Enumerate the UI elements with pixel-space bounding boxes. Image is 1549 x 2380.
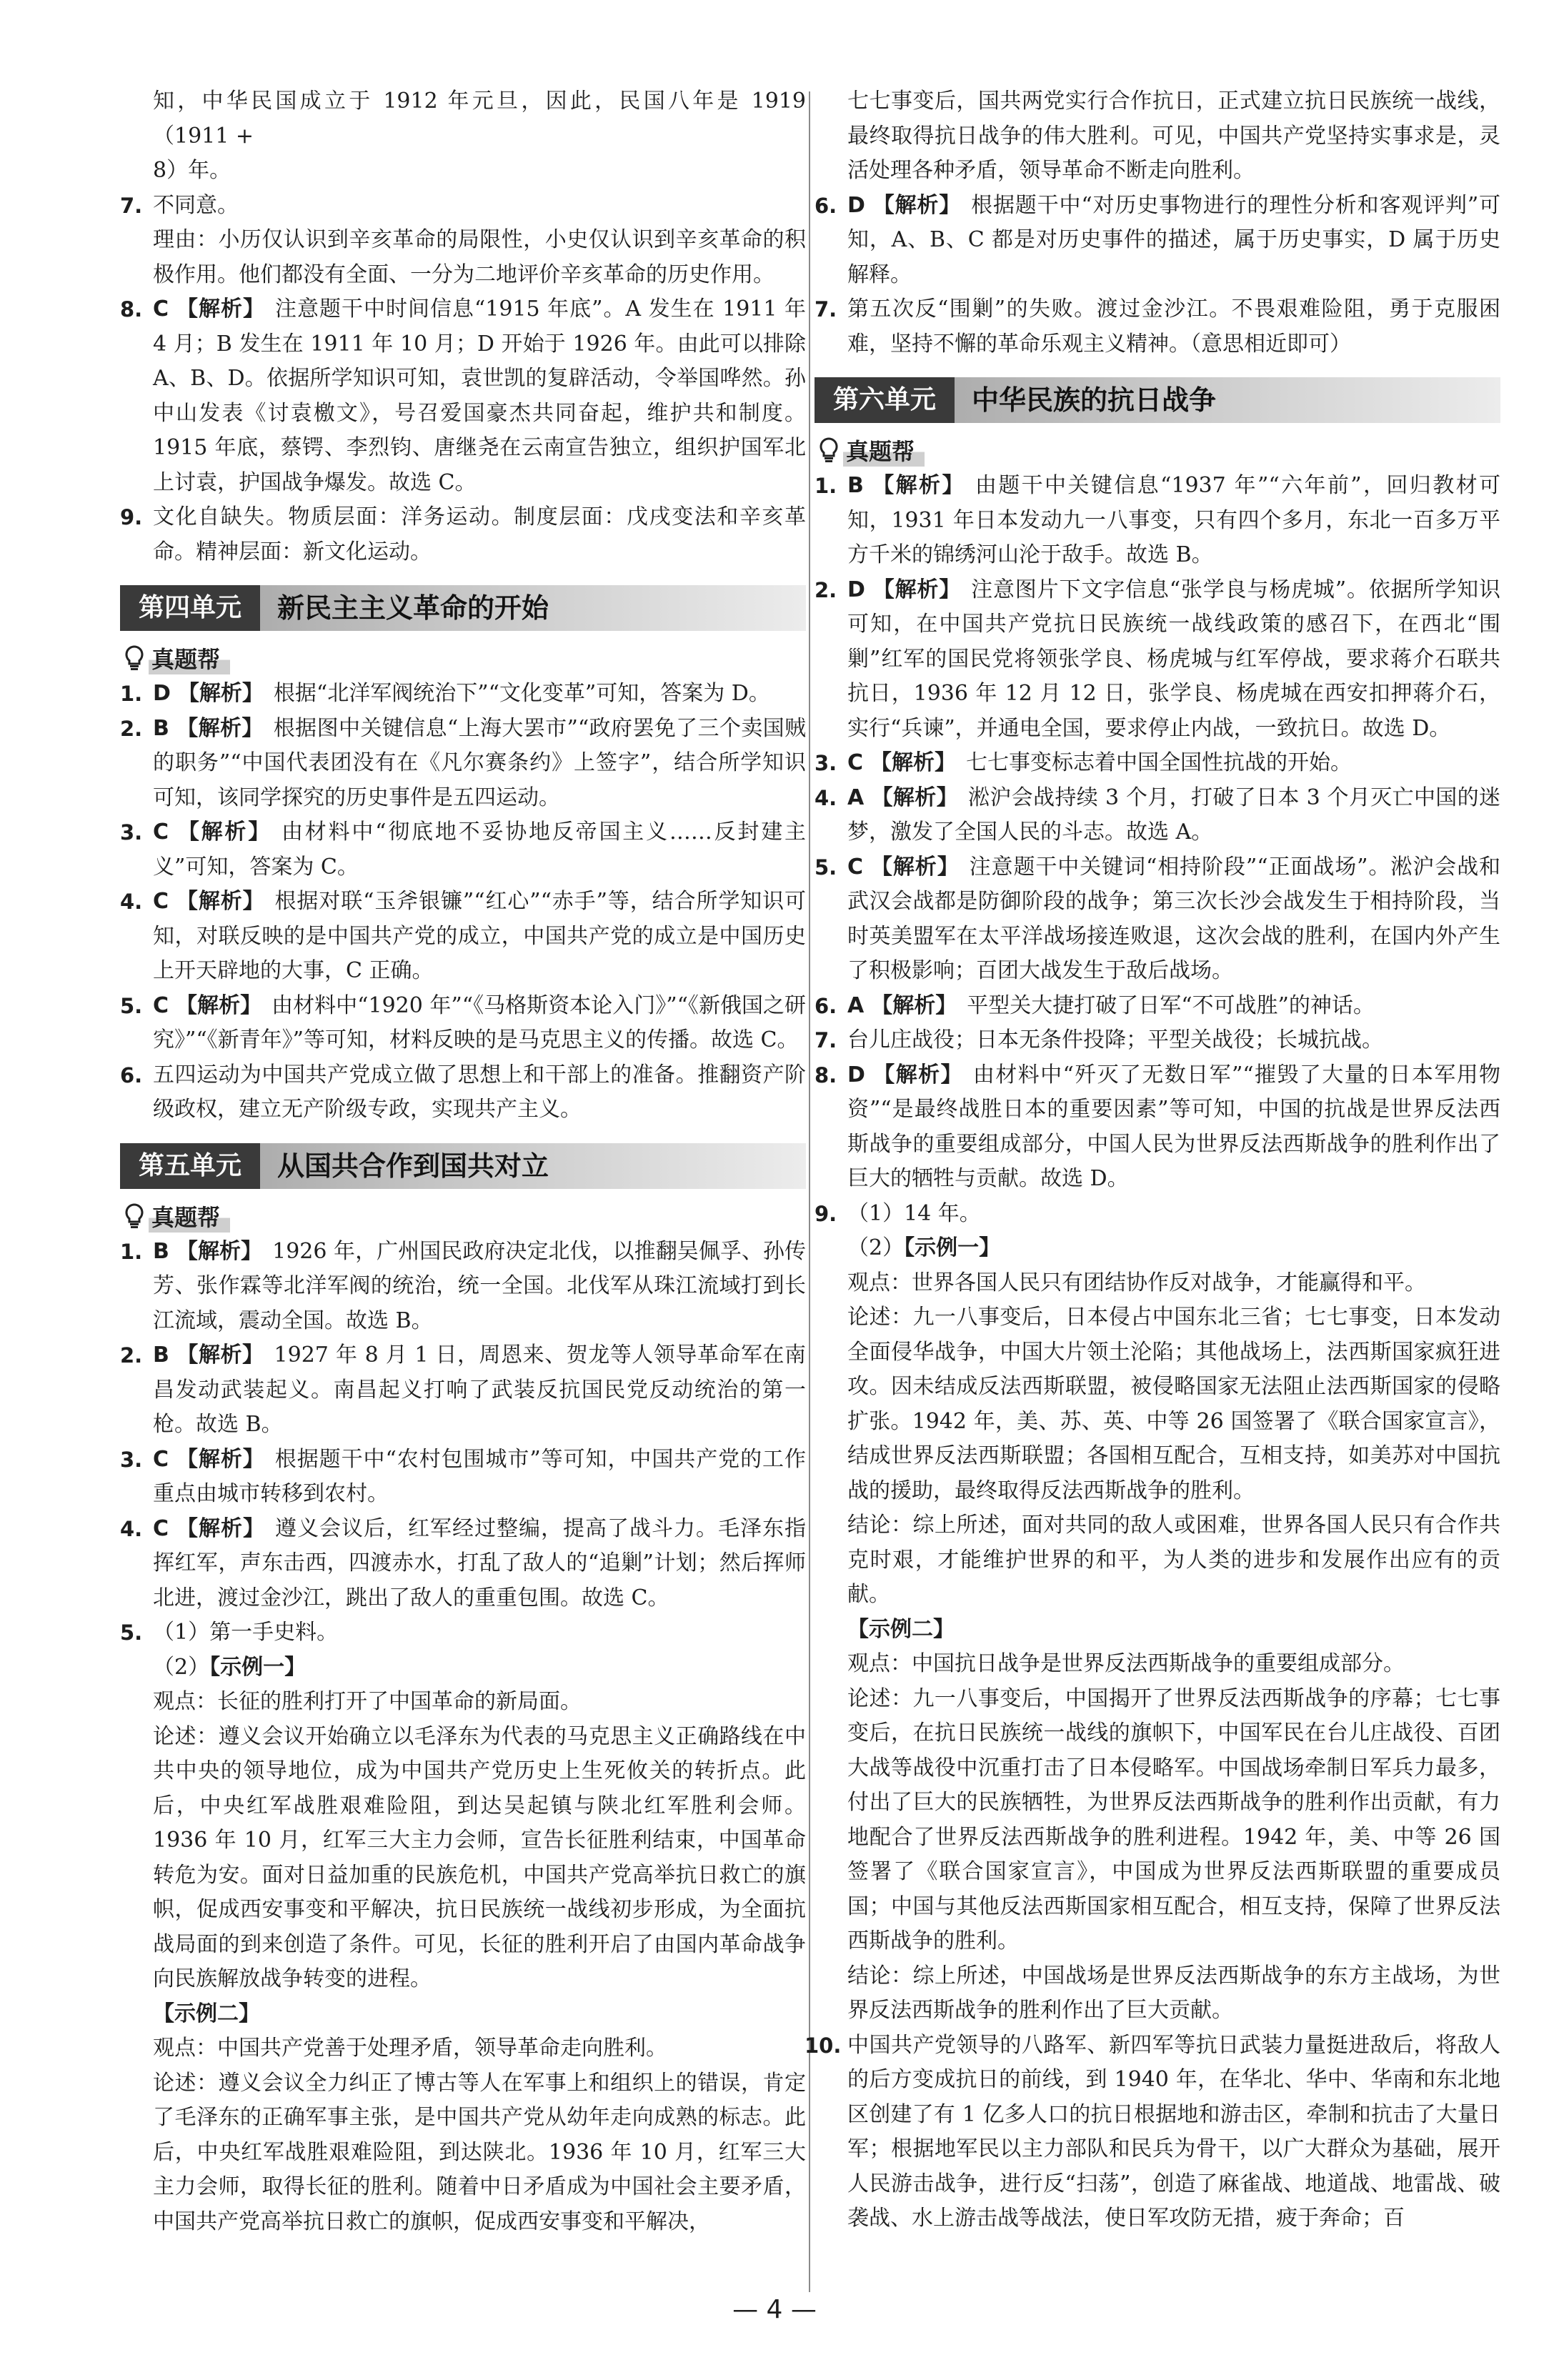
item-text: 根据图中关键信息“上海大罢市”“政府罢免了三个卖国贼的职务”“中国代表团没有在《凡尔赛条约》上签字”，结合所学知识可知，该同学探究的历史事件是五四运动。 xyxy=(153,715,807,810)
analysis-tag: 【解析】 xyxy=(872,1062,963,1087)
item-text: 台儿庄战役；日本无条件投降；平型关战役；长城抗战。 xyxy=(847,1027,1383,1052)
unit-tag: 第六单元 xyxy=(815,377,955,423)
answer-item xyxy=(815,1023,1500,1058)
item-text: 文化自缺失。物质层面：洋务运动。制度层面：戊戌变法和辛亥革命。精神层面：新文化运动。 xyxy=(153,504,806,564)
answer-letter: D xyxy=(847,577,865,602)
item-text: 注意图片下文字信息“张学良与杨虎城”。依据所学知识可知，在中国共产党抗日民族统一战线政策的感召下，在西北“围剿”红军的国民党将领张学良、杨虎城与红军停战，要求蒋介石联共抗日，1936 年 12 月 12 日，张学良、杨虎城在西安扣押蒋介石，实行“兵谏”，并通电全国，要求停止内战，一致抗日。故选 D。 xyxy=(847,577,1500,741)
answer-item xyxy=(120,815,806,885)
analysis-tag: 【解析】 xyxy=(870,473,965,498)
unit-header-6 xyxy=(815,377,1500,423)
example-label: 【示例二】 xyxy=(847,1616,955,1642)
lightbulb-icon xyxy=(815,436,843,464)
item-number: 8. xyxy=(815,1062,837,1087)
zhentibang-label: 真题帮 xyxy=(149,642,230,674)
answer-letter: C xyxy=(153,992,169,1018)
item-text: 根据对联“玉斧银镰”“红心”“赤手”等，结合所学知识可知，对联反映的是中国共产党的成立，中国共产党的成立是中国历史上开天辟地的大事，C 正确。 xyxy=(153,889,807,983)
answer-item-q5 xyxy=(120,1615,806,1650)
item-number: 5. xyxy=(120,1620,143,1645)
item-number: 4. xyxy=(815,785,837,810)
item-number: 8. xyxy=(120,297,143,322)
unit-tag: 第四单元 xyxy=(120,585,260,631)
answer-item-q6 xyxy=(815,189,1500,293)
answer-letter: C xyxy=(153,297,169,322)
item-number: 1. xyxy=(120,1239,143,1264)
answer-letter: B xyxy=(153,1238,169,1264)
analysis-tag: 【解析】 xyxy=(176,1515,266,1541)
item-number: 9. xyxy=(815,1201,837,1226)
analysis-tag: 【解析】 xyxy=(176,715,264,741)
answer-item xyxy=(815,469,1500,573)
viewpoint: 观点：中国抗日战争是世界反法西斯战争的重要组成部分。 xyxy=(847,1651,1405,1676)
item-number: 7. xyxy=(815,297,837,322)
item-text: 由材料中“彻底地不妥协地反帝国主义……反封建主义”可知，答案为 C。 xyxy=(153,820,806,880)
page-number: — 4 — xyxy=(732,2295,817,2324)
answer-item xyxy=(120,1338,806,1443)
zhentibang-header xyxy=(120,642,806,674)
argument: 论述：九一八事变后，日本侵占中国东北三省；七七事变，日本发动全面侵华战争，中国大片领土沦陷；其他战场上，法西斯国家疯狂进攻。因未结成反法西斯联盟，被侵略国家无法阻止法西斯国家的侵略扩张。1942 年，美、苏、英、中等 26 国签署了《联合国家宣言》，结成世界反法西斯联盟；各国相互配合，互相支持，如美苏对中国抗战的援助，最终取得反法西斯战争的胜利。 xyxy=(847,1305,1500,1503)
item-text: （1）14 年。 xyxy=(847,1200,981,1226)
right-column xyxy=(805,84,1501,2236)
analysis-tag: 【解析】 xyxy=(177,681,264,706)
analysis-tag: 【解析】 xyxy=(176,1343,264,1368)
answer-item xyxy=(120,1512,806,1616)
analysis-tag: 【解析】 xyxy=(176,1446,265,1472)
item-number: 9. xyxy=(120,505,143,529)
item-number: 6. xyxy=(815,993,837,1018)
unit-header-5 xyxy=(120,1143,806,1189)
item-text: 1926 年，广州国民政府决定北伐，以推翻吴佩孚、孙传芳、张作霖等北洋军阀的统治，统一全国。北伐军从珠江流域打到长江流域，震动全国。故选 B。 xyxy=(153,1238,806,1333)
answer-letter: B xyxy=(153,715,169,741)
analysis-tag: 【解析】 xyxy=(870,854,960,880)
answer-letter: C xyxy=(847,750,864,775)
item-text: （1）第一手史料。 xyxy=(153,1620,339,1645)
zhentibang-header xyxy=(815,434,1500,466)
analysis-tag: 【解析】 xyxy=(872,192,962,218)
sub-part: （2）【示例一】 xyxy=(847,1235,1001,1260)
item-reason: 理由：小历仅认识到辛亥革命的局限性，小史仅认识到辛亥革命的积极作用。他们都没有全面、一分为二地评价辛亥革命的历史作用。 xyxy=(153,227,806,287)
intro-paragraph: 七七事变后，国共两党实行合作抗日，正式建立抗日民族统一战线，最终取得抗日战争的伟大胜利。可见，中国共产党坚持实事求是，灵活处理各种矛盾，领导革命不断走向胜利。 xyxy=(847,89,1500,183)
answer-item-q8 xyxy=(120,292,806,500)
item-number: 10. xyxy=(805,2033,842,2058)
item-text: 不同意。 xyxy=(153,192,239,218)
answer-item-q10 xyxy=(805,2028,1500,2236)
item-text: 根据题干中“对历史事物进行的理性分析和客观评判”可知，A、B、C 都是对历史事件的描述，属于历史事实，D 属于历史解释。 xyxy=(847,192,1500,287)
answer-letter: C xyxy=(153,889,169,914)
answer-letter: D xyxy=(847,192,865,218)
answer-item xyxy=(120,1443,806,1512)
example-label: 【示例一】 xyxy=(904,1235,1001,1260)
item-number: 1. xyxy=(815,474,837,498)
analysis-tag: 【解析】 xyxy=(176,820,272,845)
viewpoint: 观点：长征的胜利打开了中国革命的新局面。 xyxy=(153,1689,582,1714)
answer-letter: C xyxy=(153,1446,169,1472)
left-column xyxy=(120,84,806,2239)
item-number: 5. xyxy=(120,993,143,1018)
conclusion: 结论：综上所述，面对共同的敌人或困难，世界各国人民只有合作共克时艰，才能维护世界的和平，为人类的进步和发展作出应有的贡献。 xyxy=(847,1513,1500,1607)
answer-letter: C xyxy=(153,1515,169,1541)
analysis-tag: 【解析】 xyxy=(870,750,957,775)
item-text: 由题干中关键信息“1937 年”“六年前”，回归教材可知，1931 年日本发动九一八事变，只有四个多月，东北一百多万平方千米的锦绣河山沦于敌手。故选 B。 xyxy=(847,473,1501,567)
answer-item xyxy=(815,573,1500,747)
answer-item xyxy=(120,1058,806,1127)
lightbulb-icon xyxy=(120,644,149,672)
example-label: 【示例二】 xyxy=(153,2001,260,2026)
unit-header-4 xyxy=(120,585,806,631)
answer-letter: A xyxy=(847,992,865,1018)
column-divider xyxy=(809,91,810,2292)
item-text: 淞沪会战持续 3 个月，打破了日本 3 个月灭亡中国的迷梦，激发了全国人民的斗志。故选 A。 xyxy=(847,785,1500,845)
zhentibang-label: 真题帮 xyxy=(843,434,925,467)
answer-letter: B xyxy=(153,1343,169,1368)
answer-item-q7 xyxy=(120,189,806,224)
item-number: 7. xyxy=(120,193,143,218)
item-text: 由材料中“1920 年”“《马格斯资本论入门》”“《新俄国之研究》”“《新青年》”等可知，材料反映的是马克思主义的传播。故选 C。 xyxy=(153,992,806,1052)
item-text: 注意题干中时间信息“1915 年底”。A 发生在 1911 年 4 月；B 发生在 1911 年 10 月；D 开始于 1926 年。由此可以排除 A、B、D。依据所学知识可知，袁世凯的复辟活动，令举国哗然。孙中山发表《讨袁檄文》，号召爱国豪杰共同奋起，维护共和制度。1915 年底，蔡锷、李烈钧、唐继尧在云南宣告独立，组织护国军北上讨袁，护国战争爆发。故选 C。 xyxy=(153,297,807,495)
item-text: 注意题干中关键词“相持阶段”“正面战场”。淞沪会战和武汉会战都是防御阶段的战争；第三次长沙会战发生于相持阶段，当时英美盟军在太平洋战场接连败退，这次会战的胜利，在国内外产生了积极影响；百团大战发生于敌后战场。 xyxy=(847,854,1500,983)
item-text: 根据“北洋军阀统治下”“文化变革”可知，答案为 D。 xyxy=(273,681,770,706)
viewpoint: 观点：世界各国人民只有团结协作反对战争，才能赢得和平。 xyxy=(847,1270,1426,1295)
analysis-tag: 【解析】 xyxy=(176,1238,263,1264)
unit-title: 从国共合作到国共对立 xyxy=(277,1150,549,1182)
item-text: 中国共产党领导的八路军、新四军等抗日武装力量挺进敌后，将敌人的后方变成抗日的前线，到 1940 年，在华北、华中、华南和东北地区创建了有 1 亿多人口的抗日根据地和游击区，牵制和抗击了大量日军；根据地军民以主力部队和民兵为骨干，以广大群众为基础，展开人民游击战争，进行反“扫荡”，创造了麻雀战、地道战、地雷战、破袭战、水上游击战等战法，使日军攻防无措，疲于奔命；百 xyxy=(847,2032,1500,2231)
intro-line: 知，中华民国成立于 1912 年元旦，因此，民国八年是 1919（1911 + xyxy=(153,89,806,149)
item-number: 7. xyxy=(815,1028,837,1052)
answer-item-q9 xyxy=(815,1197,1500,1232)
argument: 论述：遵义会议开始确立以毛泽东为代表的马克思主义正确路线在中共中央的领导地位，成为中国共产党历史上生死攸关的转折点。此后，中央红军战胜艰难险阻，到达吴起镇与陕北红军胜利会师。1936 年 10 月，红军三大主力会师，宣告长征胜利结束，中国革命转危为安。面对日益加重的民族危机，中国共产党高举抗日救亡的旗帜，促成西安事变和平解决，抗日民族统一战线初步形成，为全面抗战局面的到来创造了条件。可见，长征的胜利开启了由国内革命战争向民族解放战争转变的进程。 xyxy=(153,1723,806,1991)
answer-item xyxy=(120,989,806,1058)
item-number: 6. xyxy=(120,1062,143,1087)
unit-tag: 第五单元 xyxy=(120,1143,260,1189)
argument: 论述：九一八事变后，中国揭开了世界反法西斯战争的序幕；七七事变后，在抗日民族统一战线的旗帜下，中国军民在台儿庄战役、百团大战等战役中沉重打击了日本侵略军。中国战场牵制日军兵力最多，付出了巨大的民族牺牲，为世界反法西斯战争的胜利作出贡献，有力地配合了世界反法西斯战争的胜利进程。1942 年，美、中等 26 国签署了《联合国家宣言》，中国成为世界反法西斯联盟的重要成员国；中国与其他反法西斯国家相互配合，相互支持，保障了世界反法西斯战争的胜利。 xyxy=(847,1686,1500,1953)
example-label: 【示例一】 xyxy=(209,1654,307,1680)
analysis-tag: 【解析】 xyxy=(176,889,265,914)
answer-item-q7 xyxy=(815,292,1500,362)
item-number: 2. xyxy=(120,716,143,741)
answer-letter: C xyxy=(847,854,864,880)
unit-title: 新民主主义革命的开始 xyxy=(277,592,549,624)
analysis-tag: 【解析】 xyxy=(872,577,962,602)
item-number: 1. xyxy=(120,682,143,706)
answer-item xyxy=(815,746,1500,781)
answer-item xyxy=(815,1058,1500,1197)
answer-letter: C xyxy=(153,820,169,845)
sub-part: （2）【示例一】 xyxy=(153,1654,307,1680)
item-text: 遵义会议后，红军经过整编，提高了战斗力。毛泽东指挥红军，声东击西，四渡赤水，打乱了敌人的“追剿”计划；然后挥师北进，渡过金沙江，跳出了敌人的重重包围。故选 C。 xyxy=(153,1515,807,1610)
item-number: 3. xyxy=(120,820,143,845)
item-text: 根据题干中“农村包围城市”等可知，中国共产党的工作重点由城市转移到农村。 xyxy=(153,1446,807,1506)
answer-item-q9 xyxy=(120,500,806,569)
item-text: 七七事变标志着中国全国性抗战的开始。 xyxy=(966,750,1353,775)
answer-item xyxy=(120,677,806,712)
analysis-tag: 【解析】 xyxy=(871,992,957,1018)
zhentibang-header xyxy=(120,1200,806,1232)
item-text: 由材料中“歼灭了无数日军”“摧毁了大量的日本军用物资”“是最终战胜日本的重要因素”等可知，中国的抗战是世界反法西斯战争的重要组成部分，中国人民为世界反法西斯战争的胜利作出了巨大的牺牲与贡献。故选 D。 xyxy=(847,1062,1501,1191)
intro-line: 8）年。 xyxy=(153,158,231,183)
argument: 论述：遵义会议全力纠正了博古等人在军事上和组织上的错误，肯定了毛泽东的正确军事主张，是中国共产党从幼年走向成熟的标志。此后，中央红军战胜艰难险阻，到达陕北。1936 年 10 月，红军三大主力会师，取得长征的胜利。随着中日矛盾成为中国社会主要矛盾，中国共产党高举抗日救亡的旗帜，促成西安事变和平解决， xyxy=(153,2070,806,2234)
unit-title: 中华民族的抗日战争 xyxy=(972,384,1217,416)
item-number: 4. xyxy=(120,1516,143,1541)
item-number: 5. xyxy=(815,855,837,880)
item-text: 第五次反“围剿”的失败。渡过金沙江。不畏艰难险阻，勇于克服困难，坚持不懈的革命乐观主义精神。（意思相近即可） xyxy=(847,297,1500,357)
answer-letter: D xyxy=(153,681,171,706)
conclusion: 结论：综上所述，中国战场是世界反法西斯战争的东方主战场，为世界反法西斯战争的胜利作出了巨大贡献。 xyxy=(847,1963,1500,2023)
item-text: 平型关大捷打破了日军“不可战胜”的神话。 xyxy=(967,992,1375,1018)
item-number: 2. xyxy=(815,577,837,602)
analysis-tag: 【解析】 xyxy=(176,297,265,322)
item-number: 4. xyxy=(120,890,143,914)
viewpoint: 观点：中国共产党善于处理矛盾，领导革命走向胜利。 xyxy=(153,2036,667,2061)
answer-item xyxy=(120,885,806,989)
answer-letter: D xyxy=(847,1062,865,1087)
answer-item xyxy=(120,1235,806,1339)
item-number: 3. xyxy=(815,751,837,775)
answer-item xyxy=(815,989,1500,1024)
answer-letter: A xyxy=(847,785,865,810)
analysis-tag: 【解析】 xyxy=(176,992,262,1018)
answer-item xyxy=(120,712,806,816)
analysis-tag: 【解析】 xyxy=(871,785,958,810)
item-number: 2. xyxy=(120,1343,143,1368)
item-number: 6. xyxy=(815,193,837,218)
answer-letter: B xyxy=(847,473,864,498)
answer-item xyxy=(815,850,1500,989)
item-text: 五四运动为中国共产党成立做了思想上和干部上的准备。推翻资产阶级政权，建立无产阶级专政，实现共产主义。 xyxy=(153,1062,806,1122)
answer-item xyxy=(815,781,1500,850)
zhentibang-label: 真题帮 xyxy=(149,1200,230,1233)
item-text: 1927 年 8 月 1 日，周恩来、贺龙等人领导革命军在南昌发动武装起义。南昌起义打响了武装反抗国民党反动统治的第一枪。故选 B。 xyxy=(153,1343,807,1437)
item-number: 3. xyxy=(120,1447,143,1472)
lightbulb-icon xyxy=(120,1202,149,1230)
